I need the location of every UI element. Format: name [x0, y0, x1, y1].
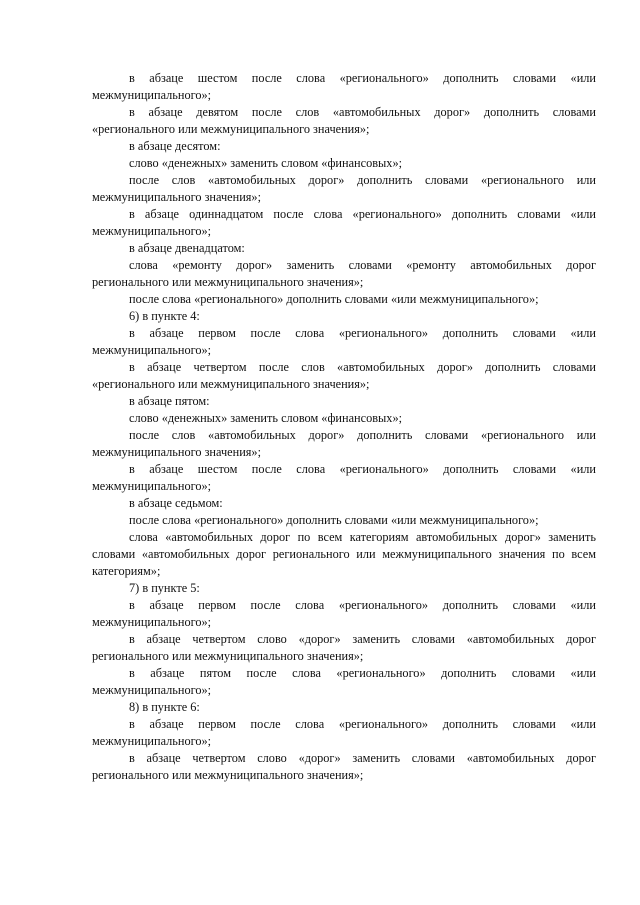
paragraph: в абзаце четвертом слово «дорог» заменить словами «автомобильных дорог регионального или межмуниципального значения»; [92, 751, 596, 782]
paragraph: в абзаце четвертом слово «дорог» заменить словами «автомобильных дорог регионального или межмуниципального значения»; [92, 632, 596, 663]
paragraph: в абзаце первом после слова «регионального» дополнить словами «или межмуниципального»; [92, 717, 596, 748]
paragraph: в абзаце десятом: [129, 139, 221, 153]
paragraph: в абзаце пятом: [129, 394, 210, 408]
paragraph: в абзаце шестом после слова «регионального» дополнить словами «или межмуниципального»; [92, 462, 596, 493]
paragraph: в абзаце шестом после слова «регионального» дополнить словами «или межмуниципального»; [92, 71, 596, 102]
paragraph: слово «денежных» заменить словом «финансовых»; [129, 156, 403, 170]
section-heading: 8) в пункте 6: [129, 700, 200, 714]
paragraph: в абзаце одиннадцатом после слова «регионального» дополнить словами «или межмуниципального»; [92, 207, 596, 238]
paragraph: в абзаце двенадцатом: [129, 241, 245, 255]
paragraph: слова «автомобильных дорог по всем категориям автомобильных дорог» заменить словами «автомобильных дорог регионального или межмуниципального значения по всем категориям»; [92, 530, 596, 578]
paragraph: в абзаце четвертом после слов «автомобильных дорог» дополнить словами «регионального или межмуниципального значения»; [92, 360, 596, 391]
paragraph: в абзаце девятом после слов «автомобильных дорог» дополнить словами «регионального или межмуниципального значения»; [92, 105, 596, 136]
paragraph: в абзаце пятом после слова «регионального» дополнить словами «или межмуниципального»; [92, 666, 596, 697]
paragraph: после слова «регионального» дополнить словами «или межмуниципального»; [129, 292, 539, 306]
paragraph: в абзаце первом после слова «регионального» дополнить словами «или межмуниципального»; [92, 598, 596, 629]
section-heading: 7) в пункте 5: [129, 581, 200, 595]
paragraph: после слов «автомобильных дорог» дополнить словами «регионального или межмуниципального значения»; [92, 173, 596, 204]
document-body [92, 70, 596, 784]
paragraph: после слова «регионального» дополнить словами «или межмуниципального»; [129, 513, 539, 527]
paragraph: слово «денежных» заменить словом «финансовых»; [129, 411, 403, 425]
paragraph: после слов «автомобильных дорог» дополнить словами «регионального или межмуниципального значения»; [92, 428, 596, 459]
section-heading: 6) в пункте 4: [129, 309, 200, 323]
paragraph: в абзаце седьмом: [129, 496, 223, 510]
paragraph: слова «ремонту дорог» заменить словами «ремонту автомобильных дорог регионального или межмуниципального значения»; [92, 258, 596, 289]
paragraph: в абзаце первом после слова «регионального» дополнить словами «или межмуниципального»; [92, 326, 596, 357]
